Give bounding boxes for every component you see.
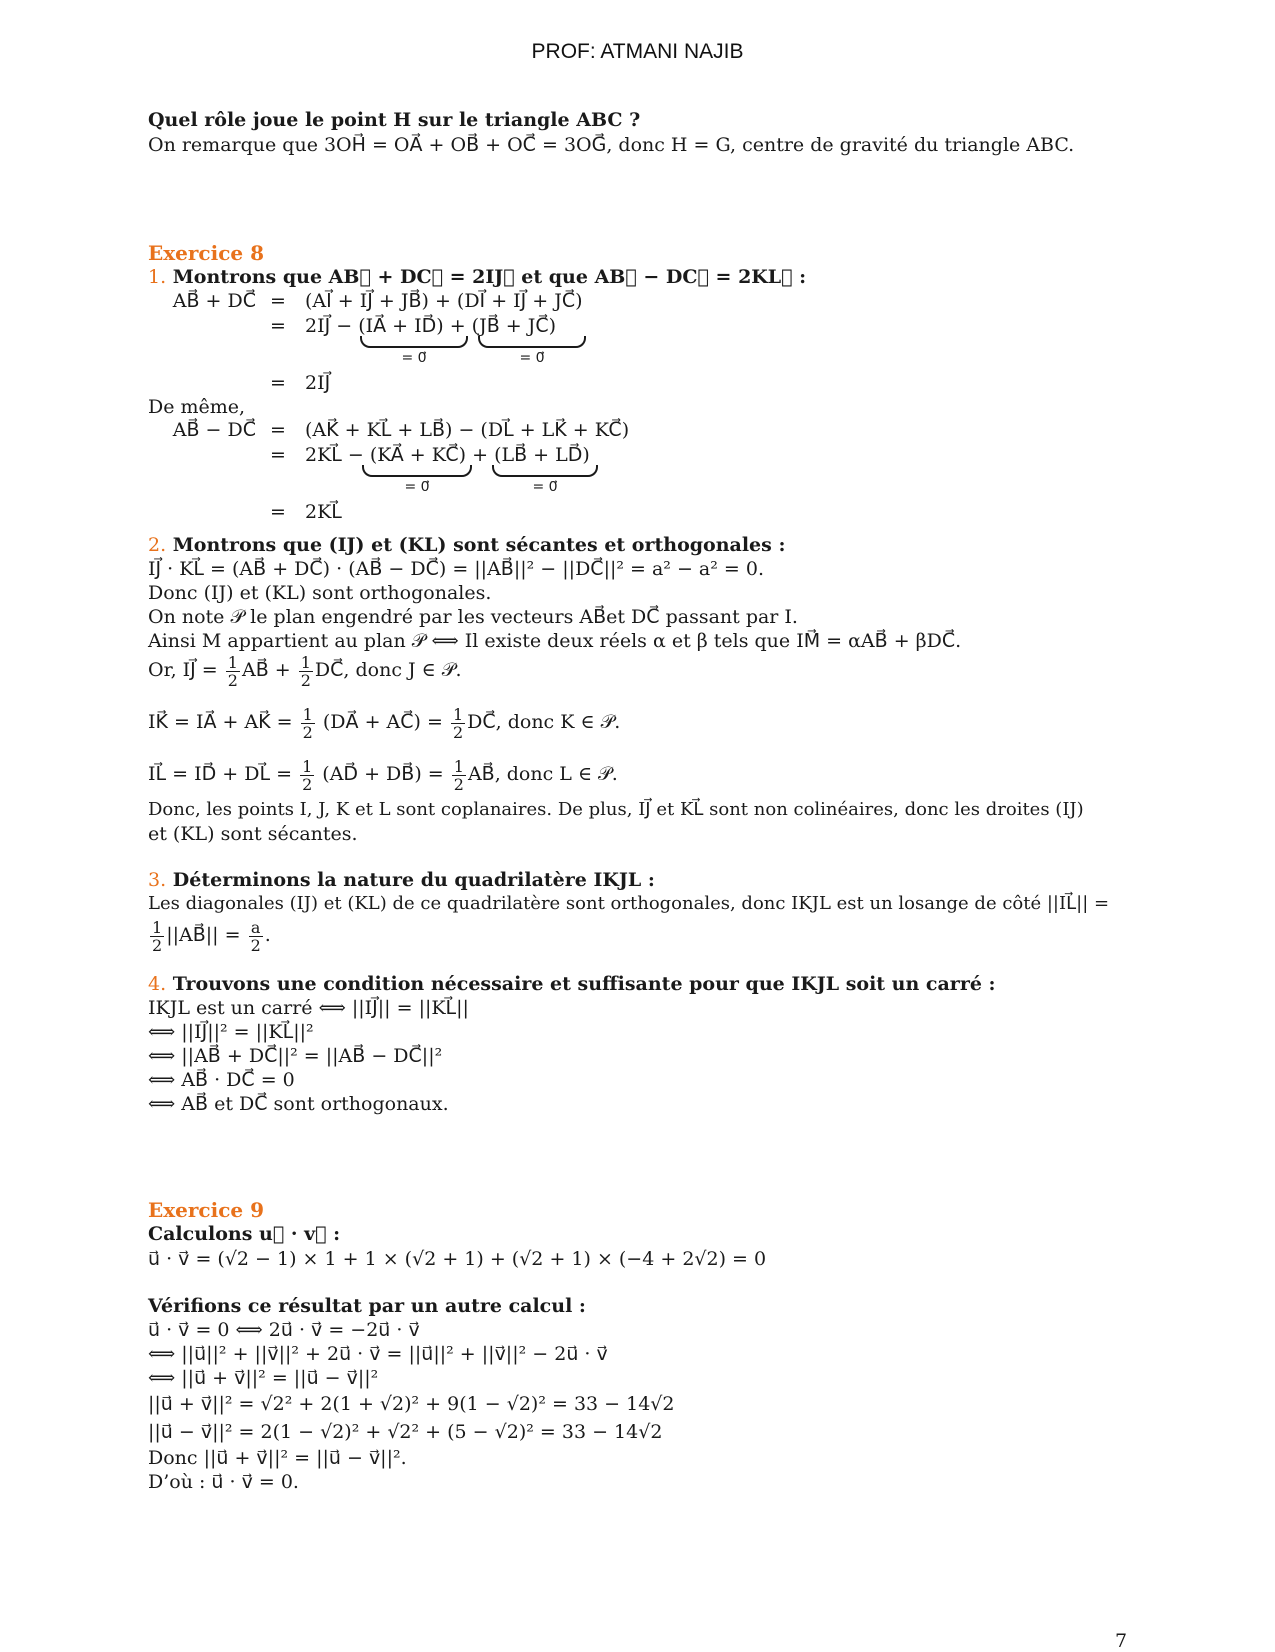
formula-part: (AD⃗ + DB⃗) =: [322, 763, 444, 785]
formula-part: DC⃗, donc J ∈ 𝒫.: [314, 659, 462, 681]
fraction: $\frac{1}{2}$: [302, 704, 313, 742]
exercise-title: Exercice 9: [148, 1198, 264, 1222]
equation-rhs: (AK⃗ + KL⃗ + LB⃗) − (DL⃗ + LK⃗ + KC⃗): [305, 419, 630, 441]
question-number: 4.: [148, 973, 167, 995]
formula-line: [148, 756, 618, 793]
equation-rhs: 2KL⃗ − (KA⃗ + KC⃗) + (LB⃗ + LD⃗): [305, 444, 590, 466]
equals-sign: =: [270, 372, 286, 394]
equation-rhs: (AI⃗ + IJ⃗ + JB⃗) + (DI⃗ + IJ⃗ + JC⃗): [305, 290, 583, 312]
formula-part: ||AB⃗|| =: [166, 924, 241, 946]
text-line: ||u⃗ + v⃗||² = √2² + 2(1 + √2)² + 9(1 − √2)² = 33 − 14√2: [148, 1393, 675, 1415]
question-text: Montrons que AB⃗ + DC⃗ = 2IJ⃗ et que AB⃗ − DC⃗ = 2KL⃗ :: [172, 266, 807, 288]
fraction: $\frac{1}{2}$: [300, 652, 311, 690]
fraction: $\frac{1}{2}$: [453, 756, 464, 794]
answer-text: On remarque que 3OH⃗ = OA⃗ + OB⃗ + OC⃗ = 3OG⃗, donc H = G, centre de gravité du triangle ABC.: [148, 134, 1075, 156]
equals-sign: =: [270, 501, 286, 523]
text-line: Donc (IJ) et (KL) sont orthogonales.: [148, 582, 492, 604]
text-line: ⟺ ||u⃗ + v⃗||² = ||u⃗ − v⃗||²: [148, 1367, 379, 1389]
underbrace-label: = 0⃗: [532, 479, 558, 495]
formula-part: AB⃗, donc L ∈ 𝒫.: [467, 763, 618, 785]
formula-part: (DA⃗ + AC⃗) =: [322, 711, 443, 733]
text-line: ⟺ AB⃗ · DC⃗ = 0: [148, 1069, 295, 1091]
text-line: ⟺ ||IJ⃗||² = ||KL⃗||²: [148, 1021, 314, 1043]
text-line: ⟺ ||u⃗||² + ||v⃗||² + 2u⃗ · v⃗ = ||u⃗||² + ||v⃗||² − 2u⃗ · v⃗: [148, 1343, 608, 1365]
formula-line: [148, 704, 620, 741]
text-line: On note 𝒫 le plan engendré par les vecteurs AB⃗et DC⃗ passant par I.: [148, 606, 798, 628]
text-line: D’où : u⃗ · v⃗ = 0.: [148, 1471, 299, 1493]
text-line: ⟺ AB⃗ et DC⃗ sont orthogonaux.: [148, 1093, 449, 1115]
fraction: $\frac{1}{2}$: [452, 704, 464, 742]
text-line: Donc ||u⃗ + v⃗||² = ||u⃗ − v⃗||².: [148, 1447, 407, 1469]
formula-part: IK⃗ = IA⃗ + AK⃗ =: [148, 711, 293, 733]
fraction: $\frac{1}{2}$: [227, 652, 238, 690]
section-heading: Vérifions ce résultat par un autre calcul :: [148, 1295, 586, 1317]
question-4-heading: [148, 972, 996, 996]
equals-sign: =: [270, 290, 286, 312]
fraction: $\frac{1}{2}$: [152, 917, 163, 955]
formula-part: .: [264, 924, 271, 946]
formula-part: DC⃗, donc K ∈ 𝒫.: [467, 711, 621, 733]
formula-part: IL⃗ = ID⃗ + DL⃗ =: [148, 763, 293, 785]
text-line: IJ⃗ · KL⃗ = (AB⃗ + DC⃗) · (AB⃗ − DC⃗) = ||AB⃗||² − ||DC⃗||² = a² − a² = 0.: [148, 558, 764, 580]
text-line: IKJL est un carré ⟺ ||IJ⃗|| = ||KL⃗||: [148, 997, 469, 1019]
exercise-title: Exercice 8: [148, 241, 264, 265]
text-line: Les diagonales (IJ) et (KL) de ce quadrilatère sont orthogonales, donc IKJL est un losange de côté ||IL⃗|| =: [148, 893, 1110, 914]
page-number: 7: [1115, 1630, 1128, 1652]
question-number: 2.: [148, 534, 167, 556]
fraction: $\frac{a}{2}$: [250, 917, 261, 955]
text-line: Donc, les points I, J, K et L sont coplanaires. De plus, IJ⃗ et KL⃗ sont non colinéaires, donc les droites (IJ): [148, 799, 1084, 820]
equation-rhs: 2KL⃗: [305, 501, 342, 523]
text-line: Ainsi M appartient au plan 𝒫 ⟺ Il existe deux réels α et β tels que IM⃗ = αAB⃗ + βDC⃗.: [148, 630, 962, 652]
equation-rhs: 2IJ⃗ − (IA⃗ + ID⃗) + (JB⃗ + JC⃗): [305, 315, 557, 337]
formula-part: AB⃗ +: [241, 659, 291, 681]
text-line: u⃗ · v⃗ = 0 ⟺ 2u⃗ · v⃗ = −2u⃗ · v⃗: [148, 1319, 420, 1341]
question-2-heading: [148, 533, 785, 557]
formula-line: [148, 917, 271, 954]
text-line: et (KL) sont sécantes.: [148, 823, 358, 845]
text-line: De même,: [148, 396, 246, 418]
equation-rhs: 2IJ⃗: [305, 372, 331, 394]
section-heading: Calculons u⃗ · v⃗ :: [148, 1223, 341, 1245]
formula-line: [148, 652, 462, 689]
question-number: 1.: [148, 266, 167, 288]
question-text: Trouvons une condition nécessaire et suffisante pour que IKJL soit un carré :: [172, 973, 996, 995]
question-3-heading: [148, 868, 655, 892]
underbrace: [478, 336, 586, 366]
formula-part: Or, IJ⃗ =: [148, 659, 218, 681]
equation-lhs: AB⃗ + DC⃗: [172, 290, 256, 312]
question-number: 3.: [148, 869, 167, 891]
question-text: Montrons que (IJ) et (KL) sont sécantes et orthogonales :: [172, 534, 786, 556]
underbrace: [362, 465, 472, 495]
page-header: PROF: ATMANI NAJIB: [531, 40, 744, 63]
question-heading: Quel rôle joue le point H sur le triangle ABC ?: [148, 109, 641, 131]
question-text: Déterminons la nature du quadrilatère IKJL :: [172, 869, 655, 891]
formula-line: u⃗ · v⃗ = (√2 − 1) × 1 + 1 × (√2 + 1) + (√2 + 1) × (−4 + 2√2) = 0: [148, 1248, 767, 1270]
question-1-heading: [148, 265, 806, 289]
fraction: $\frac{1}{2}$: [302, 756, 313, 794]
equation-lhs: AB⃗ − DC⃗: [172, 419, 256, 441]
underbrace: [360, 336, 468, 366]
equals-sign: =: [270, 315, 286, 337]
underbrace-label: = 0⃗: [519, 350, 545, 366]
text-line: ⟺ ||AB⃗ + DC⃗||² = ||AB⃗ − DC⃗||²: [148, 1045, 443, 1067]
underbrace-label: = 0⃗: [401, 350, 427, 366]
equals-sign: =: [270, 444, 286, 466]
text-line: ||u⃗ − v⃗||² = 2(1 − √2)² + √2² + (5 − √2)² = 33 − 14√2: [148, 1421, 663, 1443]
underbrace: [492, 465, 598, 495]
underbrace-label: = 0⃗: [404, 479, 430, 495]
equals-sign: =: [270, 419, 286, 441]
